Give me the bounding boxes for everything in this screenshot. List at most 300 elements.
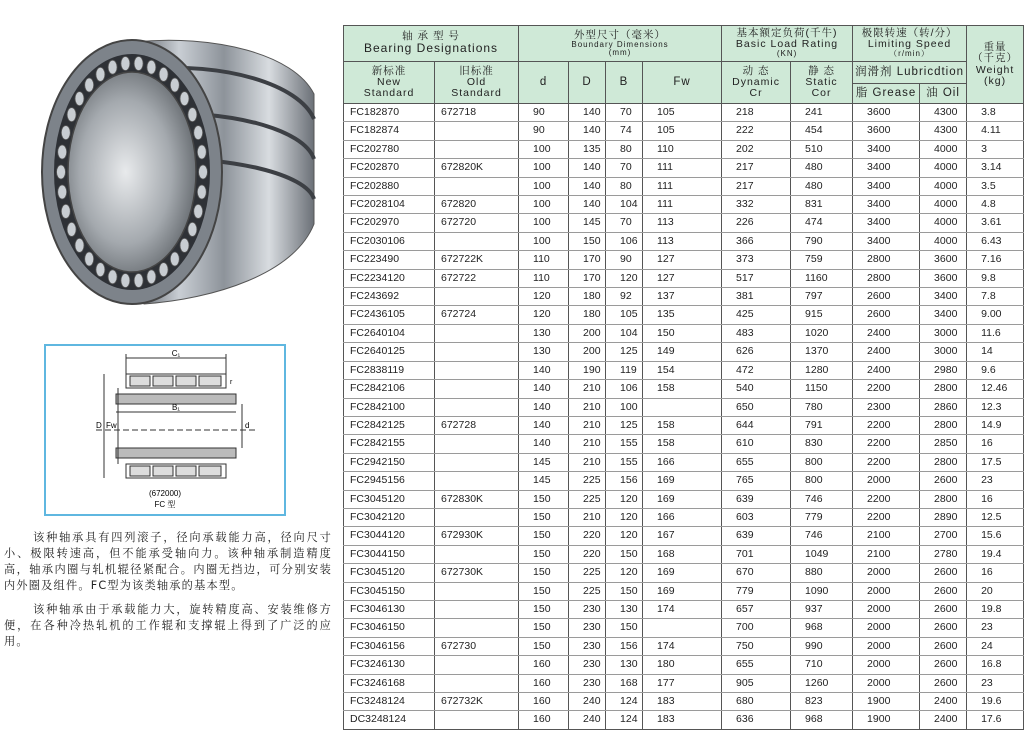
cell-new-standard: FC202970 — [344, 214, 435, 232]
cell-oil-speed: 2600 — [920, 619, 967, 637]
header-weight: 重量 （千克） Weight (kg) — [967, 26, 1024, 104]
roller — [58, 185, 67, 199]
cell-static-cor: 1049 — [791, 545, 853, 563]
cell-new-standard: FC3045120 — [344, 490, 435, 508]
cell-B: 70 — [606, 214, 643, 232]
cell-grease-speed: 2600 — [853, 288, 920, 306]
cell-B: 74 — [606, 122, 643, 140]
cell-dynamic-cr: 636 — [722, 711, 791, 729]
cell-oil-speed: 2600 — [920, 472, 967, 490]
cell-weight: 9.6 — [967, 361, 1024, 379]
cell-static-cor: 823 — [791, 693, 853, 711]
table-row — [344, 416, 1024, 434]
cell-weight: 9.8 — [967, 269, 1024, 287]
cell-static-cor: 779 — [791, 508, 853, 526]
cell-D: 170 — [569, 269, 606, 287]
cell-D: 230 — [569, 637, 606, 655]
cell-Fw: 158 — [643, 380, 722, 398]
cell-old-standard: 672728 — [435, 416, 519, 434]
cell-weight: 3.8 — [967, 104, 1024, 122]
cell-weight: 3 — [967, 140, 1024, 158]
cell-D: 210 — [569, 453, 606, 471]
roller — [134, 57, 143, 71]
cell-grease-speed: 3400 — [853, 177, 920, 195]
cell-static-cor: 454 — [791, 122, 853, 140]
cell-weight: 19.8 — [967, 600, 1024, 618]
table-row — [344, 693, 1024, 711]
cell-old-standard — [435, 122, 519, 140]
cell-B: 120 — [606, 564, 643, 582]
cell-d: 160 — [519, 674, 569, 692]
header-d: d — [519, 62, 569, 104]
cell-oil-speed: 2860 — [920, 398, 967, 416]
cell-grease-speed: 2200 — [853, 435, 920, 453]
cell-D: 190 — [569, 361, 606, 379]
cell-D: 140 — [569, 104, 606, 122]
cell-B: 156 — [606, 472, 643, 490]
cell-new-standard: FC3246168 — [344, 674, 435, 692]
cell-new-standard: FC3046156 — [344, 637, 435, 655]
roller — [147, 270, 156, 284]
cell-D: 145 — [569, 214, 606, 232]
cell-D: 210 — [569, 398, 606, 416]
cell-d: 100 — [519, 232, 569, 250]
cell-static-cor: 791 — [791, 416, 853, 434]
cell-dynamic-cr: 381 — [722, 288, 791, 306]
cell-grease-speed: 2200 — [853, 380, 920, 398]
cell-grease-speed: 1900 — [853, 693, 920, 711]
cell-D: 225 — [569, 582, 606, 600]
header-load-rating: 基本额定负荷(千牛) Basic Load Rating (KN) — [722, 26, 853, 62]
cell-oil-speed: 2600 — [920, 637, 967, 655]
cell-new-standard: FC3046130 — [344, 600, 435, 618]
table-row — [344, 380, 1024, 398]
cell-dynamic-cr: 700 — [722, 619, 791, 637]
cell-oil-speed: 3600 — [920, 269, 967, 287]
cell-old-standard — [435, 674, 519, 692]
cell-oil-speed: 4000 — [920, 159, 967, 177]
cell-weight: 12.3 — [967, 398, 1024, 416]
cell-new-standard: FC2942150 — [344, 453, 435, 471]
cell-old-standard: 672722K — [435, 251, 519, 269]
cell-dynamic-cr: 366 — [722, 232, 791, 250]
cell-D: 210 — [569, 416, 606, 434]
roller — [180, 92, 189, 106]
table-row — [344, 490, 1024, 508]
cell-d: 150 — [519, 582, 569, 600]
cell-oil-speed: 4300 — [920, 104, 967, 122]
cell-d: 140 — [519, 398, 569, 416]
cell-D: 140 — [569, 122, 606, 140]
cell-old-standard: 672732K — [435, 693, 519, 711]
cell-D: 140 — [569, 177, 606, 195]
cell-d: 150 — [519, 490, 569, 508]
cell-dynamic-cr: 779 — [722, 582, 791, 600]
cell-new-standard: FC3044120 — [344, 527, 435, 545]
cell-static-cor: 990 — [791, 637, 853, 655]
cell-static-cor: 790 — [791, 232, 853, 250]
cell-d: 145 — [519, 472, 569, 490]
roller — [121, 57, 130, 71]
roller — [194, 126, 203, 140]
cell-d: 140 — [519, 361, 569, 379]
table-row — [344, 306, 1024, 324]
cell-static-cor: 1370 — [791, 343, 853, 361]
cell-dynamic-cr: 332 — [722, 196, 791, 214]
cell-D: 240 — [569, 711, 606, 729]
cell-weight: 3.61 — [967, 214, 1024, 232]
cell-d: 100 — [519, 214, 569, 232]
cell-grease-speed: 2000 — [853, 564, 920, 582]
cell-Fw: 113 — [643, 214, 722, 232]
cell-B: 92 — [606, 288, 643, 306]
roller — [96, 263, 105, 277]
cell-d: 130 — [519, 324, 569, 342]
cell-weight: 11.6 — [967, 324, 1024, 342]
cell-oil-speed: 4000 — [920, 232, 967, 250]
cell-old-standard: 672820K — [435, 159, 519, 177]
cell-grease-speed: 2000 — [853, 600, 920, 618]
cell-weight: 23 — [967, 674, 1024, 692]
cell-Fw: 154 — [643, 361, 722, 379]
cell-B: 106 — [606, 380, 643, 398]
cell-grease-speed: 2000 — [853, 619, 920, 637]
roller — [180, 238, 189, 252]
cell-dynamic-cr: 540 — [722, 380, 791, 398]
cell-static-cor: 800 — [791, 472, 853, 490]
cell-D: 180 — [569, 288, 606, 306]
cell-weight: 14.9 — [967, 416, 1024, 434]
cell-D: 140 — [569, 196, 606, 214]
cell-weight: 12.5 — [967, 508, 1024, 526]
cell-Fw: 183 — [643, 711, 722, 729]
cell-dynamic-cr: 650 — [722, 398, 791, 416]
cell-dynamic-cr: 472 — [722, 361, 791, 379]
description — [4, 530, 332, 658]
cell-D: 230 — [569, 600, 606, 618]
cell-oil-speed: 4000 — [920, 214, 967, 232]
cell-B: 106 — [606, 232, 643, 250]
cell-weight: 17.6 — [967, 711, 1024, 729]
cell-static-cor: 759 — [791, 251, 853, 269]
cell-dynamic-cr: 655 — [722, 453, 791, 471]
cell-D: 230 — [569, 656, 606, 674]
cell-d: 150 — [519, 637, 569, 655]
cell-Fw: 105 — [643, 104, 722, 122]
cell-Fw: 110 — [643, 140, 722, 158]
cell-grease-speed: 2100 — [853, 527, 920, 545]
cell-Fw: 168 — [643, 545, 722, 563]
cell-B: 125 — [606, 416, 643, 434]
cell-new-standard: FC2028104 — [344, 196, 435, 214]
cell-old-standard — [435, 508, 519, 526]
cell-new-standard: FC2842125 — [344, 416, 435, 434]
cell-static-cor: 797 — [791, 288, 853, 306]
cell-new-standard: FC3042120 — [344, 508, 435, 526]
cell-oil-speed: 3400 — [920, 288, 967, 306]
cell-old-standard: 672930K — [435, 527, 519, 545]
cell-dynamic-cr: 905 — [722, 674, 791, 692]
cell-Fw: 169 — [643, 582, 722, 600]
cell-D: 210 — [569, 380, 606, 398]
cell-old-standard — [435, 453, 519, 471]
cell-new-standard: FC2842106 — [344, 380, 435, 398]
header-dimensions: 外型尺寸（毫米） Boundary Dimensions (mm) — [519, 26, 722, 62]
cell-grease-speed: 2200 — [853, 416, 920, 434]
table-row — [344, 343, 1024, 361]
cell-D: 240 — [569, 693, 606, 711]
cell-D: 170 — [569, 251, 606, 269]
cell-new-standard: FC2640125 — [344, 343, 435, 361]
cell-grease-speed: 3600 — [853, 104, 920, 122]
cell-oil-speed: 4000 — [920, 196, 967, 214]
cell-new-standard: FC243692 — [344, 288, 435, 306]
cell-dynamic-cr: 603 — [722, 508, 791, 526]
cell-Fw: 158 — [643, 435, 722, 453]
cell-d: 150 — [519, 527, 569, 545]
table-row — [344, 104, 1024, 122]
cross-section-diagram — [44, 344, 286, 516]
cell-oil-speed: 2600 — [920, 600, 967, 618]
cell-new-standard: FC2030106 — [344, 232, 435, 250]
roller — [67, 222, 76, 236]
cell-dynamic-cr: 680 — [722, 693, 791, 711]
cell-grease-speed: 2200 — [853, 490, 920, 508]
diagram-code: (672000) — [148, 489, 182, 498]
cell-Fw: 169 — [643, 564, 722, 582]
cell-dynamic-cr: 425 — [722, 306, 791, 324]
cell-oil-speed: 2850 — [920, 435, 967, 453]
roller — [170, 78, 179, 92]
cell-D: 180 — [569, 306, 606, 324]
header-Fw: Fw — [643, 62, 722, 104]
cell-oil-speed: 4000 — [920, 177, 967, 195]
cell-B: 104 — [606, 324, 643, 342]
roller — [188, 108, 197, 122]
cell-weight: 19.6 — [967, 693, 1024, 711]
table-row — [344, 122, 1024, 140]
cell-weight: 3.14 — [967, 159, 1024, 177]
cell-Fw: 149 — [643, 343, 722, 361]
roller — [67, 108, 76, 122]
header-designations: 轴 承 型 号 Bearing Designations — [344, 26, 519, 62]
header-D: D — [569, 62, 606, 104]
cell-dynamic-cr: 610 — [722, 435, 791, 453]
cell-Fw — [643, 398, 722, 416]
cell-dynamic-cr: 517 — [722, 269, 791, 287]
table-row — [344, 435, 1024, 453]
cell-D: 225 — [569, 490, 606, 508]
cell-new-standard: FC202870 — [344, 159, 435, 177]
table-row — [344, 600, 1024, 618]
table-row — [344, 159, 1024, 177]
cell-static-cor: 915 — [791, 306, 853, 324]
cell-dynamic-cr: 701 — [722, 545, 791, 563]
diagram-type: FC 型 — [154, 500, 176, 509]
cell-oil-speed: 3400 — [920, 306, 967, 324]
cell-d: 150 — [519, 619, 569, 637]
cell-Fw: 111 — [643, 159, 722, 177]
cell-old-standard — [435, 472, 519, 490]
cell-D: 200 — [569, 343, 606, 361]
cell-static-cor: 830 — [791, 435, 853, 453]
description-paragraph-2: 该种轴承由于承载能力大，旋转精度高、安装维修方便，在各种冷热轧机的工作辊和支撑辊上得到了广泛的应用。 — [4, 603, 332, 648]
cell-old-standard — [435, 324, 519, 342]
cell-old-standard — [435, 656, 519, 674]
cell-D: 140 — [569, 159, 606, 177]
cell-Fw: 167 — [643, 527, 722, 545]
cell-grease-speed: 2000 — [853, 637, 920, 655]
cell-B: 105 — [606, 306, 643, 324]
cell-dynamic-cr: 655 — [722, 656, 791, 674]
table-row — [344, 196, 1024, 214]
cell-d: 120 — [519, 288, 569, 306]
cell-oil-speed: 2980 — [920, 361, 967, 379]
cell-Fw: 166 — [643, 508, 722, 526]
cell-B: 120 — [606, 508, 643, 526]
cell-d: 100 — [519, 177, 569, 195]
cell-static-cor: 241 — [791, 104, 853, 122]
table-row — [344, 177, 1024, 195]
cell-Fw: 111 — [643, 196, 722, 214]
cell-Fw: 137 — [643, 288, 722, 306]
cell-weight: 23 — [967, 472, 1024, 490]
cell-grease-speed: 2400 — [853, 361, 920, 379]
cell-static-cor: 474 — [791, 214, 853, 232]
cell-B: 168 — [606, 674, 643, 692]
cell-weight: 9.00 — [967, 306, 1024, 324]
cell-new-standard: FC2234120 — [344, 269, 435, 287]
cell-static-cor: 746 — [791, 490, 853, 508]
cell-grease-speed: 2000 — [853, 582, 920, 600]
cell-dynamic-cr: 750 — [722, 637, 791, 655]
cell-Fw: 174 — [643, 600, 722, 618]
table-row — [344, 269, 1024, 287]
cell-oil-speed: 4000 — [920, 140, 967, 158]
cell-d: 160 — [519, 693, 569, 711]
table-row — [344, 324, 1024, 342]
cell-B: 125 — [606, 343, 643, 361]
cell-oil-speed: 2600 — [920, 674, 967, 692]
cell-dynamic-cr: 639 — [722, 527, 791, 545]
cell-new-standard: FC3044150 — [344, 545, 435, 563]
table-row — [344, 453, 1024, 471]
roller — [96, 67, 105, 81]
cell-grease-speed: 2300 — [853, 398, 920, 416]
cell-weight: 16 — [967, 435, 1024, 453]
cell-dynamic-cr: 222 — [722, 122, 791, 140]
diagram-label-D: D — [96, 421, 102, 430]
cell-weight: 20 — [967, 582, 1024, 600]
cell-new-standard: FC2842100 — [344, 398, 435, 416]
cell-static-cor: 780 — [791, 398, 853, 416]
cell-D: 225 — [569, 472, 606, 490]
table-row — [344, 564, 1024, 582]
cell-weight: 23 — [967, 619, 1024, 637]
table-row — [344, 527, 1024, 545]
roller — [197, 145, 206, 159]
description-paragraph-1: 该种轴承具有四列滚子，径向承载能力高，径向尺寸小、极限转速高，但不能承受轴向力。该种轴承制造精度高，轴承内圈与轧机辊径紧配合。内圈无挡边，可分别安装内外圈及组件。FC型为该类轴承的基本型。 — [4, 531, 332, 592]
cell-B: 150 — [606, 582, 643, 600]
roller — [85, 78, 94, 92]
cell-D: 220 — [569, 545, 606, 563]
cell-B: 156 — [606, 637, 643, 655]
cell-old-standard — [435, 288, 519, 306]
roller — [57, 165, 66, 179]
cell-B: 120 — [606, 527, 643, 545]
cell-grease-speed: 2000 — [853, 674, 920, 692]
header-dynamic: 动 态 Dynamic Cr — [722, 62, 791, 104]
header-old-standard: 旧标准 Old Standard — [435, 62, 519, 104]
cell-Fw: 158 — [643, 416, 722, 434]
table-row — [344, 619, 1024, 637]
cell-B: 120 — [606, 269, 643, 287]
cell-D: 225 — [569, 564, 606, 582]
cell-grease-speed: 2800 — [853, 251, 920, 269]
diagram-label-c1: C₁ — [171, 349, 181, 358]
roller — [58, 145, 67, 159]
cell-grease-speed: 2000 — [853, 472, 920, 490]
cell-B: 150 — [606, 545, 643, 563]
cell-dynamic-cr: 765 — [722, 472, 791, 490]
roller — [75, 238, 84, 252]
cell-new-standard: FC182870 — [344, 104, 435, 122]
cell-dynamic-cr: 670 — [722, 564, 791, 582]
cell-old-standard — [435, 140, 519, 158]
cell-oil-speed: 2600 — [920, 564, 967, 582]
roller — [197, 185, 206, 199]
diagram-label-b1: B₁ — [171, 403, 181, 412]
cell-weight: 7.16 — [967, 251, 1024, 269]
cell-B: 90 — [606, 251, 643, 269]
cell-d: 160 — [519, 711, 569, 729]
table-body — [344, 104, 1024, 730]
cell-old-standard — [435, 177, 519, 195]
cell-dynamic-cr: 483 — [722, 324, 791, 342]
roller — [61, 126, 70, 140]
cell-static-cor: 1020 — [791, 324, 853, 342]
header-static: 静 态 Static Cor — [791, 62, 853, 104]
header-grease: 脂 Grease — [853, 84, 920, 104]
roller — [159, 263, 168, 277]
roller — [134, 274, 143, 288]
cell-old-standard: 672720 — [435, 214, 519, 232]
cell-weight: 4.8 — [967, 196, 1024, 214]
cell-grease-speed: 2400 — [853, 324, 920, 342]
cell-D: 220 — [569, 527, 606, 545]
roller — [121, 274, 130, 288]
cell-B: 124 — [606, 693, 643, 711]
cell-d: 160 — [519, 656, 569, 674]
bearing-photo — [14, 14, 332, 314]
cell-grease-speed: 2100 — [853, 545, 920, 563]
cell-old-standard: 672724 — [435, 306, 519, 324]
cell-Fw: 180 — [643, 656, 722, 674]
cell-old-standard — [435, 361, 519, 379]
cell-grease-speed: 3400 — [853, 214, 920, 232]
cell-new-standard: FC2436105 — [344, 306, 435, 324]
cell-d: 90 — [519, 104, 569, 122]
table-row — [344, 398, 1024, 416]
cell-weight: 16 — [967, 564, 1024, 582]
cell-static-cor: 480 — [791, 177, 853, 195]
table-row — [344, 508, 1024, 526]
roller — [194, 204, 203, 218]
cell-Fw: 166 — [643, 453, 722, 471]
cell-grease-speed: 1900 — [853, 711, 920, 729]
left-panel — [0, 0, 338, 739]
header-oil: 油 Oil — [920, 84, 967, 104]
